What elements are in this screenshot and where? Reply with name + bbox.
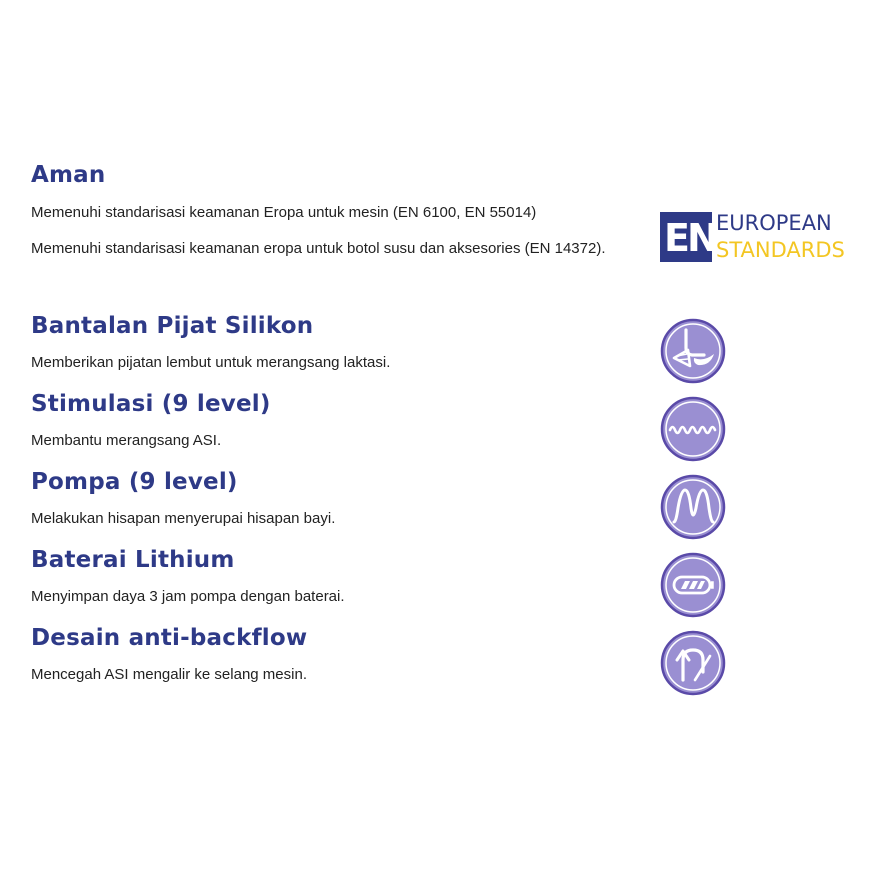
safety-title: Aman (31, 162, 106, 188)
stimulation-wave-icon (660, 396, 726, 462)
safety-line-1: Memenuhi standarisasi keamanan Eropa untuk mesin (EN 6100, EN 55014) (31, 204, 537, 221)
feature-desc-massage: Memberikan pijatan lembut untuk merangsang laktasi. (31, 354, 391, 371)
pump-wave-icon (660, 474, 726, 540)
feature-title-massage: Bantalan Pijat Silikon (31, 313, 314, 339)
en-mark-box (660, 212, 716, 262)
battery-icon (660, 552, 726, 618)
feature-title-backflow: Desain anti-backflow (31, 625, 308, 651)
anti-backflow-icon (660, 630, 726, 696)
safety-line-2: Memenuhi standarisasi keamanan eropa untuk botol susu dan aksesories (EN 14372). (31, 240, 606, 257)
feature-desc-stimulation: Membantu merangsang ASI. (31, 432, 222, 449)
logo-line-1: EUROPEAN (716, 211, 832, 235)
en-mark: EN (664, 216, 716, 260)
feature-title-stimulation: Stimulasi (9 level) (31, 391, 271, 417)
massage-cushion-icon (660, 318, 726, 384)
feature-title-battery: Baterai Lithium (31, 547, 235, 573)
feature-desc-pump: Melakukan hisapan menyerupai hisapan bayi. (31, 510, 336, 527)
feature-desc-battery: Menyimpan daya 3 jam pompa dengan baterai. (31, 588, 345, 605)
logo-line-2: STANDARDS (716, 238, 845, 262)
feature-desc-backflow: Mencegah ASI mengalir ke selang mesin. (31, 666, 307, 683)
feature-title-pump: Pompa (9 level) (31, 469, 238, 495)
european-standards-logo (660, 210, 860, 264)
